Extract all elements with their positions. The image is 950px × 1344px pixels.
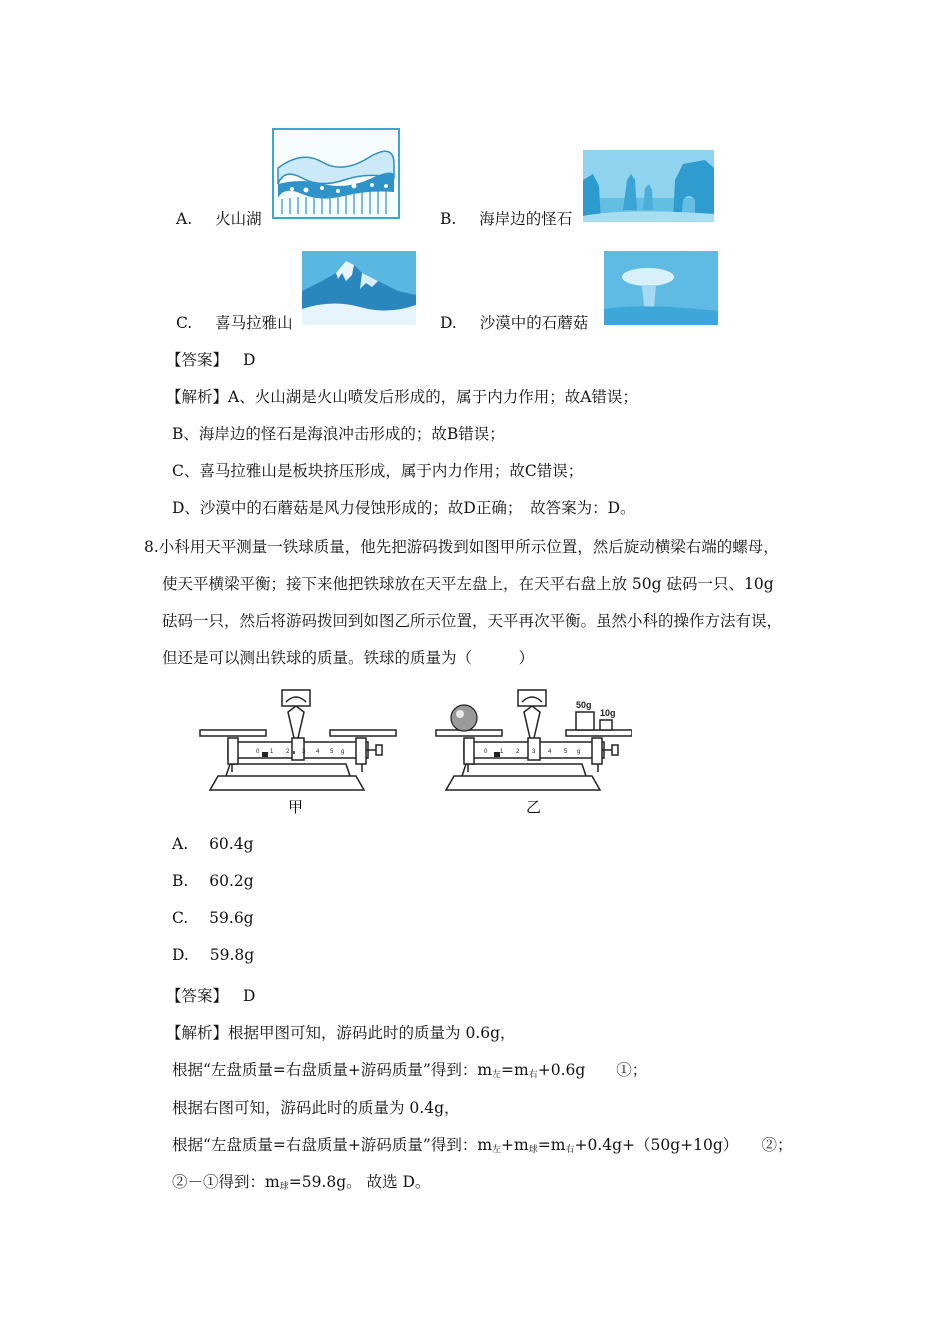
weight-10g-label: 10g bbox=[600, 708, 616, 718]
balance-figure bbox=[196, 680, 632, 818]
volcanic-lake-image bbox=[272, 128, 400, 219]
answer-value: D bbox=[242, 351, 256, 369]
svg-text:0: 0 bbox=[484, 749, 488, 755]
answer-label: 【答案】 bbox=[166, 351, 229, 369]
option-letter: B. bbox=[440, 210, 457, 228]
q8-stem-line: 砝码一只，然后将游码拨回到如图乙所示位置，天平再次平衡。虽然小科的操作方法有误， bbox=[162, 612, 783, 630]
q7-answer bbox=[166, 348, 255, 370]
balance-jia bbox=[200, 690, 396, 790]
balance-yi bbox=[436, 690, 632, 816]
svg-text:2: 2 bbox=[516, 749, 520, 755]
option-letter: D. bbox=[440, 314, 457, 332]
answer-value: D bbox=[242, 987, 256, 1005]
q8-analysis-line: ②－①得到：$m_球=59.8g$。 故选 D。 bbox=[172, 1173, 431, 1192]
option-text: 火山湖 bbox=[215, 210, 262, 228]
caption-jia: 甲 bbox=[288, 798, 304, 816]
q7-analysis-line: 【解析】A、火山湖是火山喷发后形成的，属于内力作用；故A错误； bbox=[166, 388, 638, 406]
svg-text:4: 4 bbox=[316, 749, 320, 755]
option-letter: C. bbox=[176, 314, 193, 332]
q8-stem-line: 使天平横梁平衡；接下来他把铁球放在天平左盘上，在天平右盘上放 50g 砝码一只、10g bbox=[162, 575, 774, 593]
option-text: 喜马拉雅山 bbox=[215, 314, 293, 332]
svg-text:3: 3 bbox=[302, 749, 306, 755]
svg-text:g: g bbox=[577, 749, 581, 755]
q8-option-a: A. 60.4g bbox=[172, 835, 254, 853]
q7-option-b bbox=[440, 207, 572, 229]
svg-text:1: 1 bbox=[500, 749, 504, 755]
q8-analysis-line: 根据右图可知，游码此时的质量为 0.4g， bbox=[172, 1099, 460, 1117]
q8-option-b: B. 60.2g bbox=[172, 872, 254, 890]
q8-analysis-line: 【解析】根据甲图可知，游码此时的质量为 0.6g， bbox=[166, 1024, 516, 1042]
q7-option-d bbox=[440, 311, 588, 333]
q7-option-a bbox=[176, 207, 262, 229]
q7-analysis-line: D、沙漠中的石蘑菇是风力侵蚀形成的；故D正确； 故答案为：D。 bbox=[172, 499, 636, 517]
svg-text:0: 0 bbox=[256, 749, 260, 755]
answer-label: 【答案】 bbox=[166, 987, 229, 1005]
svg-text:5: 5 bbox=[330, 749, 334, 755]
analysis-label: 【解析】 bbox=[166, 388, 229, 406]
svg-text:4: 4 bbox=[548, 749, 552, 755]
coastal-rock-image bbox=[583, 150, 714, 222]
q8-option-d: D. 59.8g bbox=[172, 946, 255, 964]
q8-stem-line: 但还是可以测出铁球的质量。铁球的质量为（ ） bbox=[162, 649, 535, 667]
q8-stem-line: 8.小科用天平测量一铁球质量，他先把游码拨到如图甲所示位置，然后旋动横梁右端的螺母， bbox=[144, 538, 779, 556]
q8-analysis-line: 根据“左盘质量=右盘质量+游码质量”得到：$m_左+m_球=m_右+0.4g+(50g+10g)$ ②； bbox=[172, 1136, 793, 1155]
analysis-label: 【解析】 bbox=[166, 1024, 229, 1042]
q7-analysis-line: B、海岸边的怪石是海浪冲击形成的；故B错误； bbox=[172, 425, 505, 443]
option-letter: A. bbox=[176, 210, 193, 228]
svg-text:1: 1 bbox=[270, 749, 274, 755]
himalaya-image bbox=[302, 251, 416, 325]
q7-analysis-line: C、喜马拉雅山是板块挤压形成，属于内力作用；故C错误； bbox=[172, 462, 584, 480]
svg-text:g: g bbox=[341, 749, 345, 755]
caption-yi: 乙 bbox=[526, 798, 542, 816]
stone-mushroom-image bbox=[604, 251, 718, 325]
svg-text:2: 2 bbox=[286, 749, 290, 755]
weight-50g-label: 50g bbox=[576, 700, 592, 710]
option-text: 沙漠中的石蘑菇 bbox=[479, 314, 589, 332]
q8-answer bbox=[166, 984, 255, 1006]
option-text: 海岸边的怪石 bbox=[479, 210, 573, 228]
q8-analysis-line: 根据“左盘质量=右盘质量+游码质量”得到：$m_左=m_右+0.6g$ ①； bbox=[172, 1061, 648, 1080]
svg-text:3: 3 bbox=[532, 749, 536, 755]
svg-text:5: 5 bbox=[564, 749, 568, 755]
q7-option-c bbox=[176, 311, 293, 333]
q8-option-c: C. 59.6g bbox=[172, 909, 254, 927]
